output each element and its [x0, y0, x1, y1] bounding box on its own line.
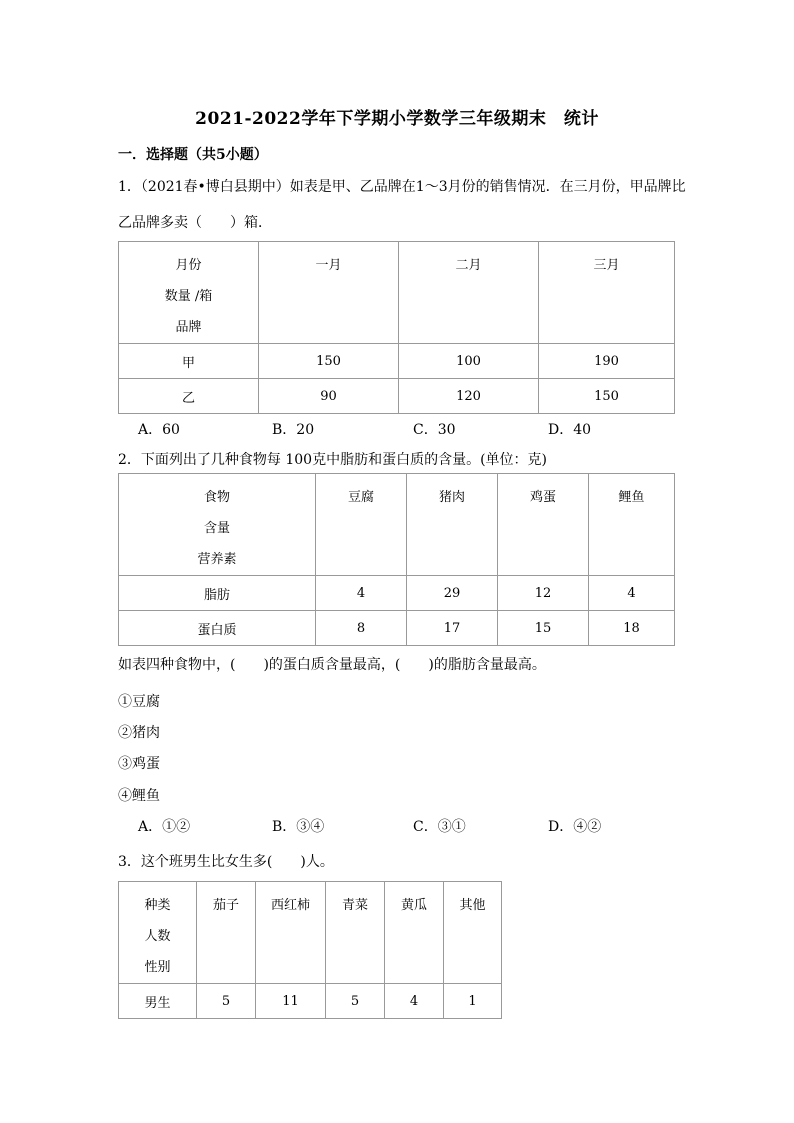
q3-table	[118, 881, 502, 1019]
page-title: 2021-2022学年下学期小学数学三年级期末 统计	[195, 109, 599, 129]
option-d[interactable]: D．40	[548, 422, 592, 438]
table-cell: 29	[407, 576, 498, 611]
q3-text-line1: 3．这个班男生比女生多( )人。	[118, 854, 334, 870]
q1-options	[138, 419, 658, 437]
table-cell: 100	[399, 344, 539, 379]
table-cell: 4	[316, 576, 407, 611]
column-header	[256, 882, 326, 984]
q2-choice: ③鸡蛋	[118, 756, 160, 772]
row-label: 乙	[119, 379, 259, 414]
row-label: 男生	[119, 984, 197, 1019]
option-c[interactable]: C．③①	[413, 819, 466, 835]
table-row	[119, 576, 675, 611]
q1-table	[118, 241, 675, 414]
corner-label: 品牌	[175, 320, 202, 335]
column-header-text: 其他	[459, 898, 486, 913]
column-header	[444, 882, 502, 984]
table-cell: 1	[444, 984, 502, 1019]
q2-question: 如表四种食物中，( )的蛋白质含量最高，( )的脂肪含量最高。	[118, 657, 546, 673]
column-header-text: 黄瓜	[400, 898, 427, 913]
table-cell: 4	[385, 984, 444, 1019]
column-header	[197, 882, 256, 984]
column-header-text: 西红柿	[270, 898, 310, 913]
section-heading: 一．选择题（共5小题）	[118, 147, 268, 163]
q2-options	[138, 816, 658, 834]
corner-label: 月份	[175, 258, 202, 273]
table-corner-cell	[119, 474, 316, 576]
column-header-text: 鲤鱼	[618, 490, 645, 505]
corner-label: 含量	[203, 521, 230, 536]
column-header	[498, 474, 589, 576]
table-cell: 150	[539, 379, 675, 414]
table-cell: 150	[259, 344, 399, 379]
table-cell: 18	[589, 611, 675, 646]
column-header	[326, 882, 385, 984]
option-c[interactable]: C．30	[413, 422, 456, 438]
table-row	[119, 611, 675, 646]
table-corner-cell	[119, 242, 259, 344]
row-label: 蛋白质	[119, 611, 316, 646]
q2-choice: ④鲤鱼	[118, 788, 160, 804]
corner-label: 营养素	[197, 552, 237, 567]
option-d[interactable]: D．④②	[548, 819, 602, 835]
q2-text-line1: 2．下面列出了几种食物每 100克中脂肪和蛋白质的含量。(单位：克)	[118, 452, 548, 468]
table-row	[119, 379, 675, 414]
table-cell: 12	[498, 576, 589, 611]
table-cell: 90	[259, 379, 399, 414]
q2-table	[118, 473, 675, 646]
table-cell: 4	[589, 576, 675, 611]
table-cell: 11	[256, 984, 326, 1019]
table-cell: 120	[399, 379, 539, 414]
table-row	[119, 984, 502, 1019]
row-label: 脂肪	[119, 576, 316, 611]
column-header-text: 鸡蛋	[529, 490, 556, 505]
q2-choice: ②猪肉	[118, 725, 160, 741]
column-header-text: 一月	[315, 258, 342, 273]
column-header-text: 三月	[593, 258, 620, 273]
column-header-text: 豆腐	[347, 490, 374, 505]
column-header-text: 茄子	[212, 898, 239, 913]
q1-text-line1: 1．（2021春•博白县期中）如表是甲、乙品牌在1～3月份的销售情况．在三月份，甲品牌比	[118, 179, 686, 195]
column-header	[259, 242, 399, 344]
corner-label: 食物	[203, 490, 230, 505]
table-row	[119, 344, 675, 379]
option-b[interactable]: B．③④	[272, 819, 325, 835]
column-header	[539, 242, 675, 344]
column-header	[589, 474, 675, 576]
table-cell: 190	[539, 344, 675, 379]
q1-text-line2: 乙品牌多卖（ ）箱．	[118, 215, 272, 231]
column-header	[399, 242, 539, 344]
column-header-text: 二月	[455, 258, 482, 273]
table-cell: 8	[316, 611, 407, 646]
table-header-row	[119, 474, 675, 576]
q2-choice: ①豆腐	[118, 694, 160, 710]
table-corner-cell	[119, 882, 197, 984]
corner-label: 数量 /箱	[164, 289, 213, 304]
column-header-text: 猪肉	[438, 490, 465, 505]
corner-label: 性别	[144, 960, 171, 975]
option-b[interactable]: B．20	[272, 422, 315, 438]
table-cell: 5	[326, 984, 385, 1019]
corner-label: 种类	[144, 898, 171, 913]
corner-label: 人数	[144, 929, 171, 944]
table-cell: 5	[197, 984, 256, 1019]
column-header	[385, 882, 444, 984]
column-header-text: 青菜	[341, 898, 368, 913]
table-cell: 15	[498, 611, 589, 646]
table-header-row	[119, 882, 502, 984]
option-a[interactable]: A．①②	[138, 819, 191, 835]
table-header-row	[119, 242, 675, 344]
column-header	[316, 474, 407, 576]
column-header	[407, 474, 498, 576]
row-label: 甲	[119, 344, 259, 379]
table-cell: 17	[407, 611, 498, 646]
option-a[interactable]: A．60	[138, 422, 180, 438]
